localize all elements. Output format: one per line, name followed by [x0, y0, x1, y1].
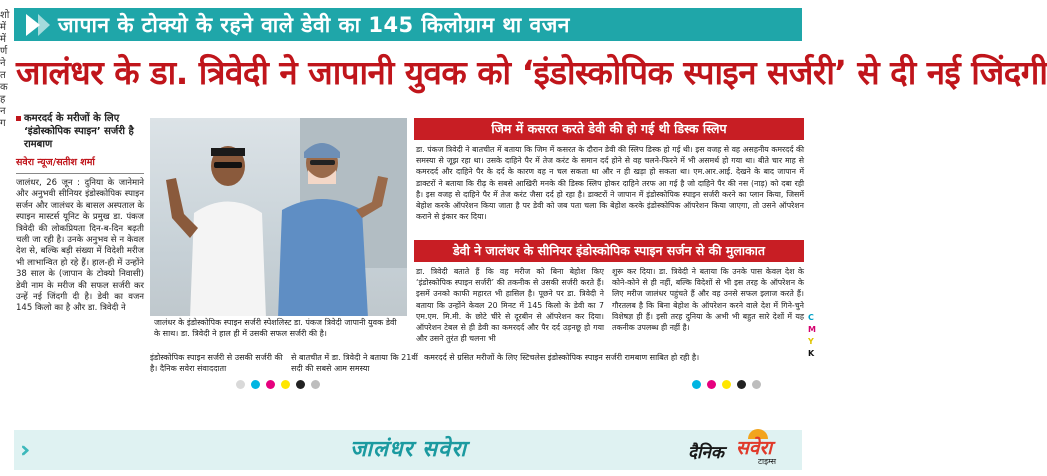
person-1-glasses [214, 162, 242, 168]
brand-dainik: दैनिक [688, 443, 724, 463]
reg-dot-icon [737, 380, 746, 389]
cmyk-m: M [808, 325, 816, 334]
news-photo [150, 118, 407, 348]
article-body: जालंधर, 26 जून : दुनिया के जानेमाने और अनुभवी सीनियर इंडोस्कोपिक स्पाइन सर्जन और जालंधर के बासल अस्पताल के स्पाइन मास्टर्स यूनिट के प्रमुख डा. पंकज त्रिवेदी की लोकप्रियता दिन-ब-दिन बढ़ती चली जा रही है। उनके अनुभव से न केवल देश से, बल्कि बड़ी संख्या में विदेशी मरीज भी लाभान्वित हो रहे हैं। हाल-ही में उन्होंने 38 साल के (जापान के टोक्यो निवासी) डेवी नाम के मरीज की सफल सर्जरी कर उन्हें नई जिंदगी दी है। डेवी का वजन 145 किलो का है और डा. त्रिवेदी ने [16, 178, 144, 314]
person-2-scrubs [278, 199, 368, 318]
person-2-glasses [310, 160, 335, 165]
registration-marks-right [692, 380, 767, 390]
box2-heading: डेवी ने जालंधर के सीनियर इंडोस्कोपिक स्पाइन सर्जन से की मुलाकात [414, 240, 804, 262]
bottom-continuation-row [16, 352, 804, 374]
reg-dot-icon [707, 380, 716, 389]
cmyk-labels [808, 312, 817, 360]
person-1-hair [211, 148, 245, 156]
registration-marks-left [236, 380, 326, 390]
reg-dot-icon [251, 380, 260, 389]
person-2-raised-arm [356, 176, 388, 218]
bottom-text-1: इंडोस्कोपिक स्पाइन सर्जरी से उसकी सर्जरी की है। दैनिक सवेरा संवाददाता [150, 353, 283, 373]
main-headline: जालंधर के डा. त्रिवेदी ने जापानी युवक को ‘इंडोस्कोपिक स्पाइन सर्जरी’ से दी नई जिंदगी [16, 53, 1047, 92]
brand-savera: सवेरा [736, 437, 773, 459]
reg-dot-icon [722, 380, 731, 389]
box1-heading: जिम में कसरत करते डेवी की हो गई थी डिस्क स्लिप [414, 118, 804, 140]
box1-text: डा. पंकज त्रिवेदी ने बातचीत में बताया कि जिम में कसरत के दौरान डेवी की स्लिप डिस्क हो गई थी। इस वजह से वह असहनीय कमरदर्द की समस्या से जूझ रहा था। उसके दाहिने पैर में तेज करंट के समान दर्द होने से वह चलने-फिरने में भी असमर्थ हो गया था। बीते चार माह से कमरदर्द और दाहिने पैर के दर्द के कारण वह न चल सकता था और न ही खड़ा हो सकता था। एम.आर.आई. देखने के बाद जापान में डाक्टरों ने बताया कि रीढ़ के सबसे आखिरी मनके की डिस्क स्लिप होकर दाहिने तरफ आ गई है जो दाहिने पैर की नस (नाड़) को दबा रही है। इस वजह से दाहिने पैर में तेज करंट जैसा दर्द हो रहा है। डाक्टरों ने जापान में इंडोस्कोपिक स्पाइन सर्जरी करने का प्लान किया, जिसमें बेहोश करके ऑपरेशन किया जाता है पर डेवी को जब पता चला कि बेहोश करके इंडोस्कोपिक ऑपरेशन किया जाएगा, तो उसने ऑपरेशन कराने से इंकार कर दिया। [416, 145, 804, 222]
cmyk-k: K [808, 349, 815, 358]
person-1-shirt [190, 202, 266, 319]
newspaper-logo [688, 432, 804, 470]
cmyk-c: C [808, 313, 814, 322]
cmyk-y: Y [808, 337, 814, 346]
reg-dot-icon [296, 380, 305, 389]
top-subheadline-banner [14, 8, 802, 41]
person-1-raised-arm [166, 178, 198, 238]
reg-dot-icon [236, 380, 245, 389]
top-banner-text: जापान के टोक्यो के रहने वाले डेवी का 145 किलोग्राम था वजन [58, 13, 570, 37]
section-title: जालंधर सवेरा [350, 437, 467, 462]
reg-dot-icon [752, 380, 761, 389]
reg-dot-icon [281, 380, 290, 389]
box2-text-column-1: डा. त्रिवेदी बताते हैं कि वह मरीज को बिना बेहोश किए ‘इंडोस्कोपिक स्पाइन सर्जरी’ की तकनीक से उसकी सर्जरी करते हैं। इसमें उनको काफी महारत भी हासिल है। पूछने पर डा. त्रिवेदी ने बताया कि उन्होंने केवल 20 मिनट में 145 किलो के डेवी का 7 एम.एम. मि.मी. के छोटे चीरे से दूरबीन से ऑपरेशन कर दिया। ऑपरेशन टेबल से ही डेवी का कमरदर्द और पैर दर्द उड़नछू हो गया और उसने तुरंत ही चलना भी [416, 267, 604, 344]
bottom-text-2: से बातचीत में डा. त्रिवेदी ने बताया कि 21वीं सदी की सबसे आम समस्या [291, 353, 418, 373]
bottom-text-3: कमरदर्द से ग्रसित मरीजों के लिए स्टिचलेस इंडोस्कोपिक स्पाइन सर्जरी रामबाण साबित हो रही है। [424, 353, 700, 362]
person-2-surgical-cap [304, 143, 340, 158]
reg-dot-icon [266, 380, 275, 389]
reg-dot-icon [311, 380, 320, 389]
two-men-illustration [150, 118, 407, 318]
byline: सवेरा न्यूज/सतीश शर्मा [16, 157, 95, 168]
photo-caption: जालंधर के इंडोस्कोपिक स्पाइन सर्जरी स्पेशलिस्ट डा. पंकज त्रिवेदी जापानी युवक डेवी के साथ। डा. त्रिवेदी ने हाल ही में उसकी सफल सर्जरी की है। [154, 318, 397, 338]
box2-text-column-2: शुरू कर दिया। डा. त्रिवेदी ने बताया कि उनके पास केवल देश के कोने-कोने से ही नहीं, बल्कि विदेशों से भी इस तरह के ऑपरेशन के लिए मरीज जालंधर पहुंचते हैं और वह उनसे सफल इलाज करते हैं। गौरतलब है कि बिना बेहोश के ऑपरेशन करने वाले देश में गिने-चुने विशेषज्ञ ही हैं। इसी तरह दुनिया के अभी भी बहुत सारे देशों में यह तकनीक उपलब्ध ही नहीं है। [612, 267, 804, 333]
divider [16, 173, 144, 174]
chevron-right-icon [38, 14, 50, 36]
left-edge-column-fragment: शो में में र्ण ने त क ह न ग [0, 10, 10, 129]
reg-dot-icon [692, 380, 701, 389]
article-intro: कमरदर्द के मरीजों के लिए ‘इंडोस्कोपिक स्पाइन’ सर्जरी है रामबाण [16, 112, 144, 151]
left-article-column [16, 112, 144, 382]
brand-times: टाइम्स [758, 457, 777, 466]
footer-arrows-icon: ››› [20, 438, 23, 463]
